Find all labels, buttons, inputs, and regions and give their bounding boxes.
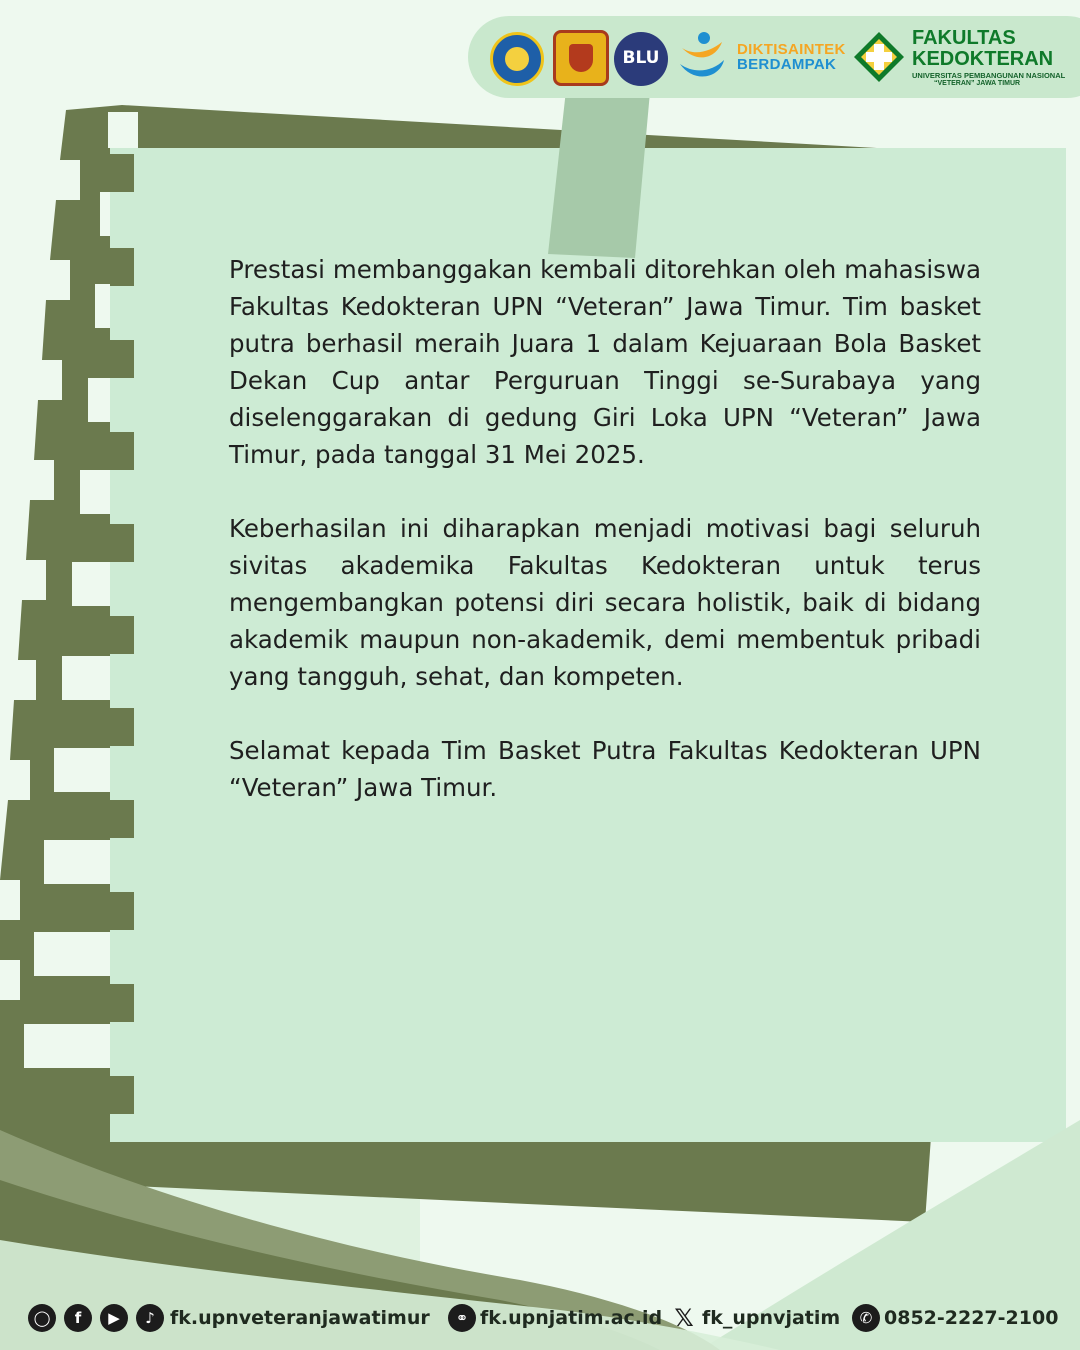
dikti-line2: BERDAMPAK <box>737 56 837 73</box>
faculty-line4: “VETERAN” JAWA TIMUR <box>934 80 1021 87</box>
blu-speed-logo-icon <box>614 32 668 86</box>
diktisaintek-wordmark <box>737 42 846 72</box>
x-handle-link[interactable]: fk_upnvjatim <box>702 1307 841 1329</box>
facebook-icon[interactable]: f <box>64 1304 92 1332</box>
social-handle-link[interactable]: fk.upnveteranjawatimur <box>170 1307 430 1329</box>
dikti-line1: DIKTISAINTEK <box>737 41 846 58</box>
upn-veteran-jatim-emblem-icon <box>553 30 609 86</box>
kemdiktisaintek-seal-icon <box>490 32 544 86</box>
tape-strip <box>548 90 650 258</box>
faculty-wordmark <box>912 28 1065 88</box>
diktisaintek-figure-icon <box>676 30 726 82</box>
footer-contacts <box>28 1302 1068 1334</box>
whatsapp-icon: ✆ <box>852 1304 880 1332</box>
paragraph-achievement: Prestasi membanggakan kembali ditorehkan oleh mahasiswa Fakultas Kedokteran UPN “Veteran” Jawa Timur. Tim basket putra berhasil meraih Juara 1 dalam Kejuaraan Bola Basket Dekan Cup antar Perguruan Tinggi se-Surabaya yang diselenggarakan di gedung Giri Loka UPN “Veteran” Jawa Timur, pada tanggal 31 Mei 2025. <box>229 255 981 469</box>
whatsapp-number-link[interactable]: 0852-2227-2100 <box>884 1307 1059 1329</box>
instagram-icon[interactable]: ◯ <box>28 1304 56 1332</box>
globe-icon: ⚭ <box>448 1304 476 1332</box>
faculty-line1: FAKULTAS <box>912 27 1016 49</box>
announcement-body <box>229 251 981 843</box>
x-icon: 𝕏 <box>674 1304 694 1332</box>
youtube-icon[interactable]: ▶ <box>100 1304 128 1332</box>
fakultas-kedokteran-cross-icon <box>850 28 908 86</box>
tiktok-icon[interactable]: ♪ <box>136 1304 164 1332</box>
website-link[interactable]: fk.upnjatim.ac.id <box>480 1307 663 1329</box>
paragraph-congratulations: Selamat kepada Tim Basket Putra Fakultas Kedokteran UPN “Veteran” Jawa Timur. <box>229 736 981 802</box>
blu-label: BLU <box>622 48 660 68</box>
paragraph-motivation: Keberhasilan ini diharapkan menjadi motivasi bagi seluruh sivitas akademika Fakultas Kedokteran untuk terus mengembangkan potensi diri secara holistik, baik di bidang akademik maupun non-akademik, demi membentuk pribadi yang tangguh, sehat, dan kompeten. <box>229 514 981 691</box>
faculty-line2: KEDOKTERAN <box>912 48 1054 70</box>
faculty-line3: UNIVERSITAS PEMBANGUNAN NASIONAL <box>912 71 1066 80</box>
